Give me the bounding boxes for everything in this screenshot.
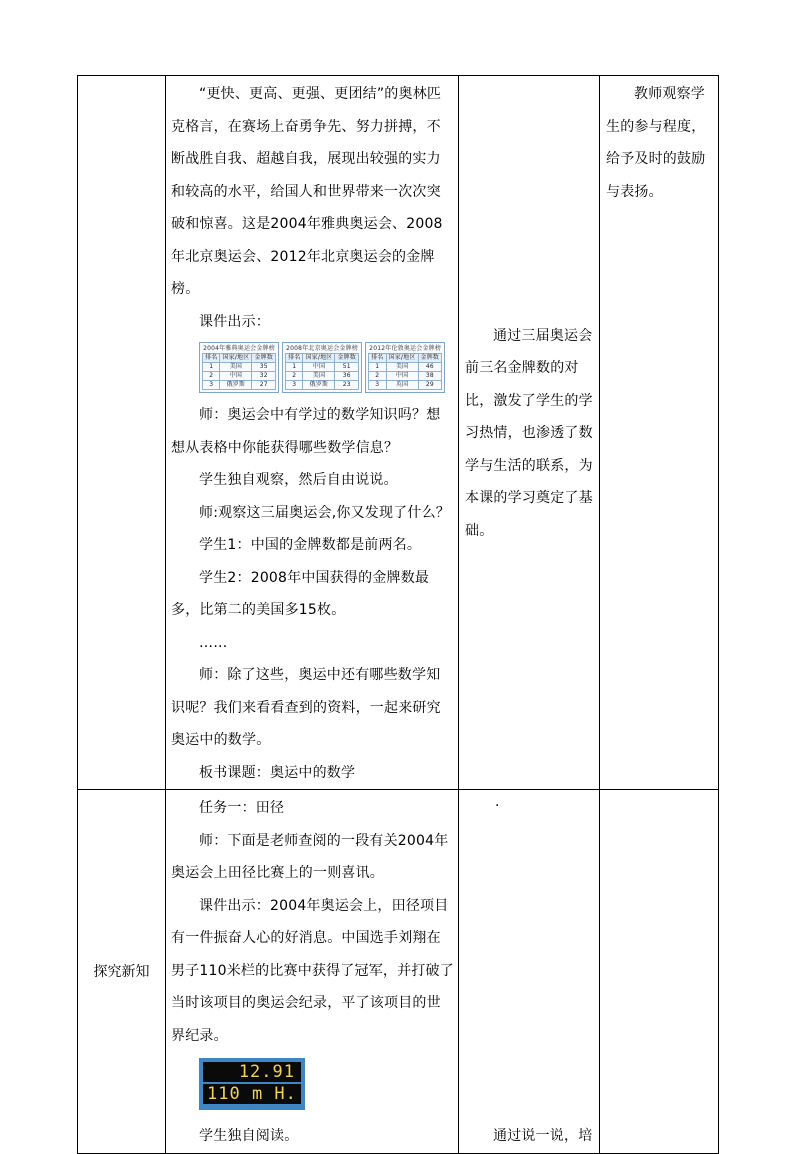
paragraph: 课件出示：2004年奥运会上，田径项目有一件振奋人心的好消息。中国选手刘翔在男子110米栏的比赛中获得了冠军，并打破了当时该项目的奥运会纪录，平了该项目的世界纪录。 (171, 897, 454, 1044)
table-cell: 1 (369, 363, 386, 372)
paragraph: 板书课题：奥运中的数学 (199, 764, 356, 781)
table-row (369, 381, 442, 390)
design-intent-cell (459, 790, 600, 1154)
paragraph: 任务一：田径 (199, 800, 285, 816)
paragraph: …… (199, 634, 228, 651)
column-header: 排名 (286, 354, 303, 363)
medal-table (365, 342, 445, 393)
table-row (203, 363, 276, 372)
table-cell: 3 (203, 381, 220, 390)
table-cell: 2 (203, 372, 220, 381)
medal-grid (202, 353, 276, 390)
table-cell: 中国 (220, 372, 252, 381)
table-cell: 美国 (220, 363, 252, 372)
scoreboard-image (199, 1058, 305, 1110)
table-header-row (369, 354, 442, 363)
table-cell: 中国 (303, 363, 335, 372)
scoreboard-time: 12.91 (203, 1062, 301, 1082)
table-row (78, 76, 719, 790)
lesson-plan-table (77, 75, 719, 1154)
design-intent-cell (459, 76, 600, 790)
table-header-row (203, 354, 276, 363)
assessment-cell (600, 76, 719, 790)
column-header: 排名 (203, 354, 220, 363)
table-cell: 3 (286, 381, 303, 390)
table-cell: 32 (252, 372, 276, 381)
column-header: 国家/地区 (386, 354, 418, 363)
table-cell: 俄罗斯 (303, 381, 335, 390)
table-cell: 英国 (386, 381, 418, 390)
stage-cell (78, 790, 166, 1154)
table-cell: 2 (286, 372, 303, 381)
column-header: 金牌数 (418, 354, 442, 363)
table-row (369, 363, 442, 372)
paragraph: 师：除了这些，奥运中还有哪些数学知识呢？我们来看看查到的资料，一起来研究奥运中的数学。 (171, 667, 441, 748)
column-header: 国家/地区 (220, 354, 252, 363)
table-cell: 51 (335, 363, 359, 372)
medal-grid (285, 353, 359, 390)
table-header-row (286, 354, 359, 363)
table-cell: 38 (418, 372, 442, 381)
table-cell: 27 (252, 381, 276, 390)
column-header: 金牌数 (252, 354, 276, 363)
paragraph: 师：下面是老师查阅的一段有关2004年奥运会上田径比赛上的一则喜讯。 (171, 832, 449, 881)
table-row (78, 790, 719, 1154)
medal-tables-figure (199, 342, 454, 393)
table-row (286, 372, 359, 381)
stage-label: 探究新知 (93, 964, 150, 981)
medal-table-title: 2004年雅典奥运会金牌榜 (203, 345, 275, 352)
table-cell: 36 (335, 372, 359, 381)
design-intent-text: 通过说一说，培 (493, 1128, 593, 1144)
column-header: 金牌数 (335, 354, 359, 363)
paragraph: 课件出示： (199, 313, 270, 330)
bullet-dot: . (495, 794, 500, 810)
paragraph: 师：奥运会中有学过的数学知识吗？想想从表格中你能获得哪些数学信息？ (171, 407, 441, 456)
column-header: 排名 (369, 354, 386, 363)
scoreboard-event: 110 m H. (203, 1084, 301, 1104)
column-header: 国家/地区 (303, 354, 335, 363)
table-row (286, 381, 359, 390)
table-cell: 3 (369, 381, 386, 390)
paragraph: 学生独自观察，然后自由说说。 (199, 472, 398, 488)
stage-cell (78, 76, 166, 790)
medal-table-title: 2008年北京奥运会金牌榜 (286, 345, 358, 352)
table-row (203, 372, 276, 381)
table-cell: 俄罗斯 (220, 381, 252, 390)
assessment-text: 教师观察学生的参与程度，给予及时的鼓励与表扬。 (606, 86, 706, 200)
medal-grid (368, 353, 442, 390)
medal-table-title: 2012年伦敦奥运会金牌榜 (369, 345, 442, 352)
activity-cell (166, 790, 459, 1154)
medal-table (199, 342, 279, 393)
activity-cell (166, 76, 459, 790)
table-cell: 美国 (386, 363, 418, 372)
table-cell: 美国 (303, 372, 335, 381)
table-cell: 2 (369, 372, 386, 381)
table-cell: 46 (418, 363, 442, 372)
paragraph: 师:观察这三届奥运会,你又发现了什么？ (199, 504, 450, 521)
paragraph: 学生2：2008年中国获得的金牌数最多，比第二的美国多15枚。 (171, 569, 430, 618)
table-cell: 1 (203, 363, 220, 372)
table-cell: 29 (418, 381, 442, 390)
paragraph: 学生1：中国的金牌数都是前两名。 (199, 537, 422, 553)
table-row (203, 381, 276, 390)
paragraph: 学生独自阅读。 (199, 1128, 299, 1144)
table-cell: 35 (252, 363, 276, 372)
table-row (369, 372, 442, 381)
design-intent-text: 通过三届奥运会前三名金牌数的对比，激发了学生的学习热情，也渗透了数学与生活的联系，为本课的学习奠定了基础。 (465, 327, 593, 539)
assessment-cell (600, 790, 719, 1154)
table-cell: 中国 (386, 372, 418, 381)
paragraph: “更快、更高、更强、更团结”的奥林匹克格言，在赛场上奋勇争先、努力拼搏，不断战胜自我、超越自我，展现出较强的实力和较高的水平，给国人和世界带来一次次突破和惊喜。这是2004年雅典奥运会、2008年北京奥运会、2012年北京奥运会的金牌榜。 (171, 86, 443, 297)
table-row (286, 363, 359, 372)
medal-table (282, 342, 362, 393)
table-cell: 23 (335, 381, 359, 390)
table-cell: 1 (286, 363, 303, 372)
